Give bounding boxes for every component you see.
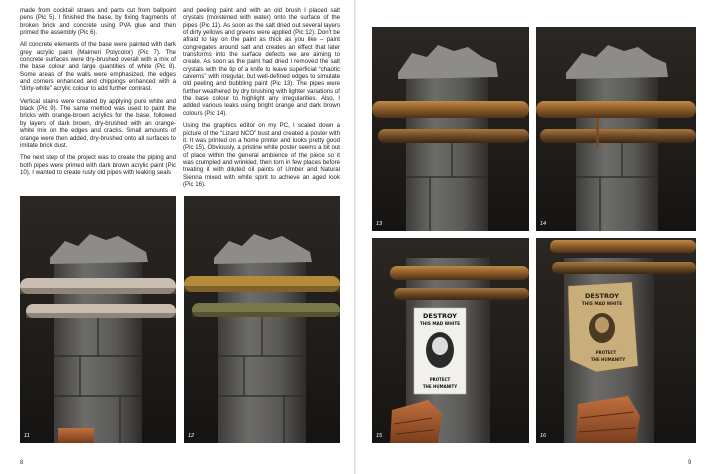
photo-number: 13 [376, 221, 383, 227]
photo-11 [20, 196, 176, 443]
right-page [356, 0, 711, 474]
photo-15 [372, 238, 529, 443]
photo-16 [536, 238, 696, 443]
paragraph: The next step of the project was to create the piping and both pipes were primed with dark brown acrylic paint (Pic 10). I wanted to create rusty old pipes with leaking seals [20, 154, 176, 176]
paragraph: Vertical stains were created by applying pure white and black (Pic 9). The same method was used to paint the bricks with orange-brown acrylics for the base, followed by layers of dark brown, dry-brushed with an orange-white mix on the edges and cracks. Small amounts of orange were then added, dry-brushed onto all surfaces to imitate brick dust. [20, 97, 176, 149]
photo-number: 11 [24, 433, 30, 439]
poster-line-3: PROTECT [429, 377, 451, 382]
paragraph: Using the graphics editor on my PC, I scaled down a picture of the “Lizard NCO” bust and created a poster with it. It was printed on a home printer and looks pretty good (Pic 15). Obviously, a pristine white poster seems a bit out of place within the general ambience of the piece so it was crumpled and wrinkled, then torn in few places before treating it with diluted oil paints of Umber and Natural Sienna mixed with white spirit to achieve an aged look (Pic 16). [183, 122, 340, 188]
poster-line-2: THIS MAD WHITE [581, 301, 623, 306]
paragraph: and peeling paint and with an old brush I placed salt crystals (moistened with water) onto the surface of the pipes (Pic 11). As soon as the salt dried out several layers of dirty yellows and greens were applied (Pic 12). Don't be afraid to lay on the paint as thick as you like – paint congregates around salt and creates an effect that later transforms into the surface defects we are aiming to create. As soon as the paint had dried I removed the salt crystals with the tip of a knife to leave superficial “chaotic caverns” with irregular, but well-defined edges to simulate old peeling and bubbling paint (Pic 13). The pipes were further weathered by dry brushing with lighter variations of the base colour to highlight any irregularities. Also, I added various leaks using bright orange and dark brown colours (Pic 14). [183, 7, 340, 117]
paragraph: made from cocktail straws and parts cut from ballpoint pens (Pic 5). I finished the base, by fixing fragments of broken brick and concrete using PVA glue and then primed the assembly (Pic 6). [20, 7, 176, 37]
poster-line-1: DESTROY [423, 312, 457, 320]
photo-12 [184, 196, 340, 443]
photo-14 [536, 27, 696, 231]
photo-number: 16 [540, 433, 547, 439]
text-column-2 [183, 7, 340, 193]
text-column-1 [20, 7, 176, 181]
page-number: 8 [20, 460, 24, 466]
poster-line-4: THE HUMANITY [422, 384, 458, 389]
poster-line-4: THE HUMANITY [590, 357, 626, 362]
photo-13 [372, 27, 529, 231]
page-number: 9 [688, 460, 692, 466]
poster-line-2: THIS MAD WHITE [419, 321, 461, 326]
left-page [0, 0, 355, 474]
photo-number: 14 [540, 221, 547, 227]
photo-number: 12 [188, 433, 195, 439]
paragraph: All concrete elements of the base were painted with dark grey acrylic paint (Maimeri Polycolor) (Pic 7). The concrete surfaces were dry-brushed overall with a mix of the base colour and large quantities of white (Pic 8). Some areas of the walls were emphasized, the edges and corners enhanced and chippings enhanced with a “dirty-white” acrylic colour to add further contrast. [20, 41, 176, 93]
poster-line-3: PROTECT [595, 350, 617, 355]
photo-number: 15 [376, 433, 383, 439]
poster-line-1: DESTROY [585, 292, 619, 300]
